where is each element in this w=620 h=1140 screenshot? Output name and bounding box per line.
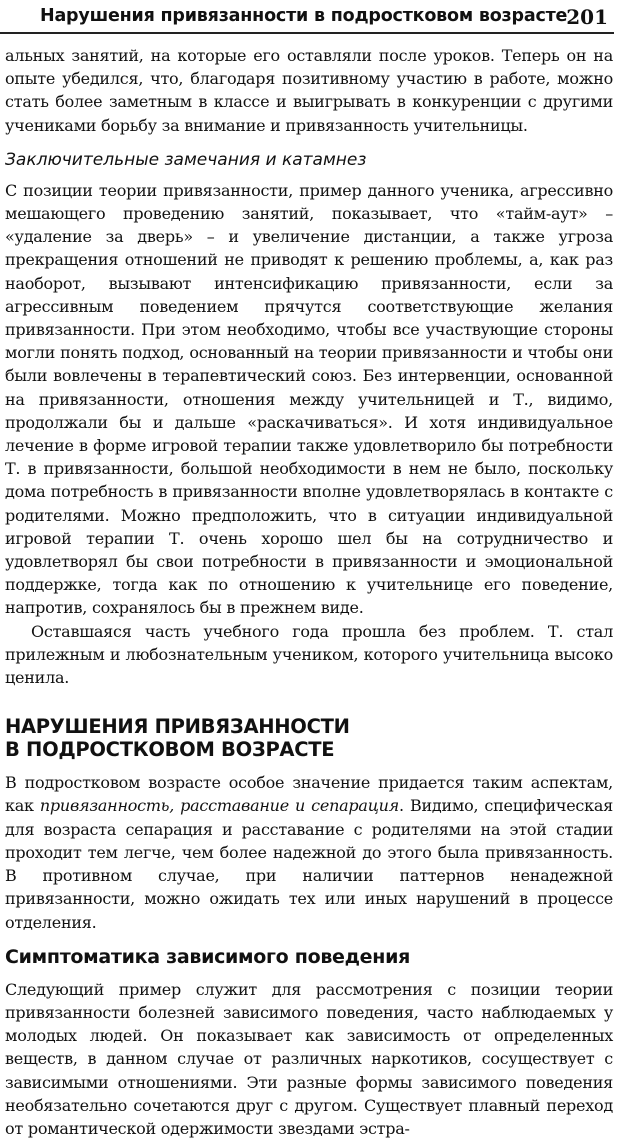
subsection-heading: Симптоматика зависимого поведения [5,945,411,968]
paragraph-adolescence-emphasis: привязанность, расставание и сепарация [39,796,400,816]
page-content [5,44,613,1140]
running-title: Нарушения привязанности в подростковом возрасте [40,6,568,26]
paragraph-continued: альных занятий, на которые его оставляли после уроков. Теперь он на опыте убедился, что, благодаря позитивному участию в работе, можно стать более заметным в классе и выигрывать в конкуренции с другими учениками борьбу за внимание и привязанность учительницы. [5,46,613,135]
section-heading-line2: В ПОДРОСТКОВОМ ВОЗРАСТЕ [5,738,335,762]
paragraph-adolescence-start: В подростковом возрасте особое значение придается таким аспектам, как [5,773,613,816]
paragraph-adolescence [5,771,613,933]
paragraph-dependency: Следующий пример служит для рассмотрения с позиции теории привязанности болезней зависимого поведения, часто наблюдаемых у молодых людей. Он показывает как зависимость от определенных веществ, в данном случае от различных наркотиков, сосуществует с зависимыми отношениями. Эти разные формы зависимого поведения необязательно сочетаются друг с другом. Существует плавный переход от романтической одержимости звездами эстра- [5,979,613,1138]
paragraph-attachment-theory: С позиции теории привязанности, пример данного ученика, агрессивно мешающего проведению занятий, показывает, что «тайм-аут» – «удаление за дверь» – и увеличение дистанции, а также угроза прекращения отношений не приводят к решению проблемы, а, как раз наоборот, вызывают интенсификацию привязанности, если за агрессивным поведением прячутся соответствующие желания привязанности. При этом необходимо, чтобы все участвующие стороны могли понять подход, основанный на теории привязанности и чтобы они были вовлечены в терапевтический союз. Без интервенции, основанной на привязанности, отношения между учительницей и Т., видимо, продолжали бы и дальше «раскачиваться». И хотя индивидуальное лечение в форме игровой терапии также удовлетворило бы потребности Т. в привязанности, большой необходимости в нем не было, поскольку дома потребность в привязанности вполне удовлетворялась в контакте с родителями. Можно предположить, что в ситуации индивидуальной игровой терапии Т. очень хорошо шел бы на сотрудничество и удовлетворял бы свои потребности в привязанности и эмоциональной поддержке, тогда как по отношению к учительнице его поведение, напротив, сохранялось бы в прежнем виде. [5,180,613,618]
paragraph-adolescence-end: . Видимо, специфическая для возраста сепарация и расставание с родителями на этой стадии проходит тем легче, чем более надежной до этого была привязанность. В противном случае, при наличии паттернов ненадежной привязанности, можно ожидать тех или иных нарушений в процессе отделения. [5,796,614,932]
section-heading [5,715,613,761]
heading-final-remarks: Заключительные замечания и катамнез [5,149,367,170]
page-number: 201 [566,5,608,29]
section-heading-line1: НАРУШЕНИЯ ПРИВЯЗАННОСТИ [5,715,350,739]
paragraph-school-year: Оставшаяся часть учебного года прошла без проблем. Т. стал прилежным и любознательным учеником, которого учительница высоко ценила. [5,621,613,688]
running-header [0,2,614,34]
